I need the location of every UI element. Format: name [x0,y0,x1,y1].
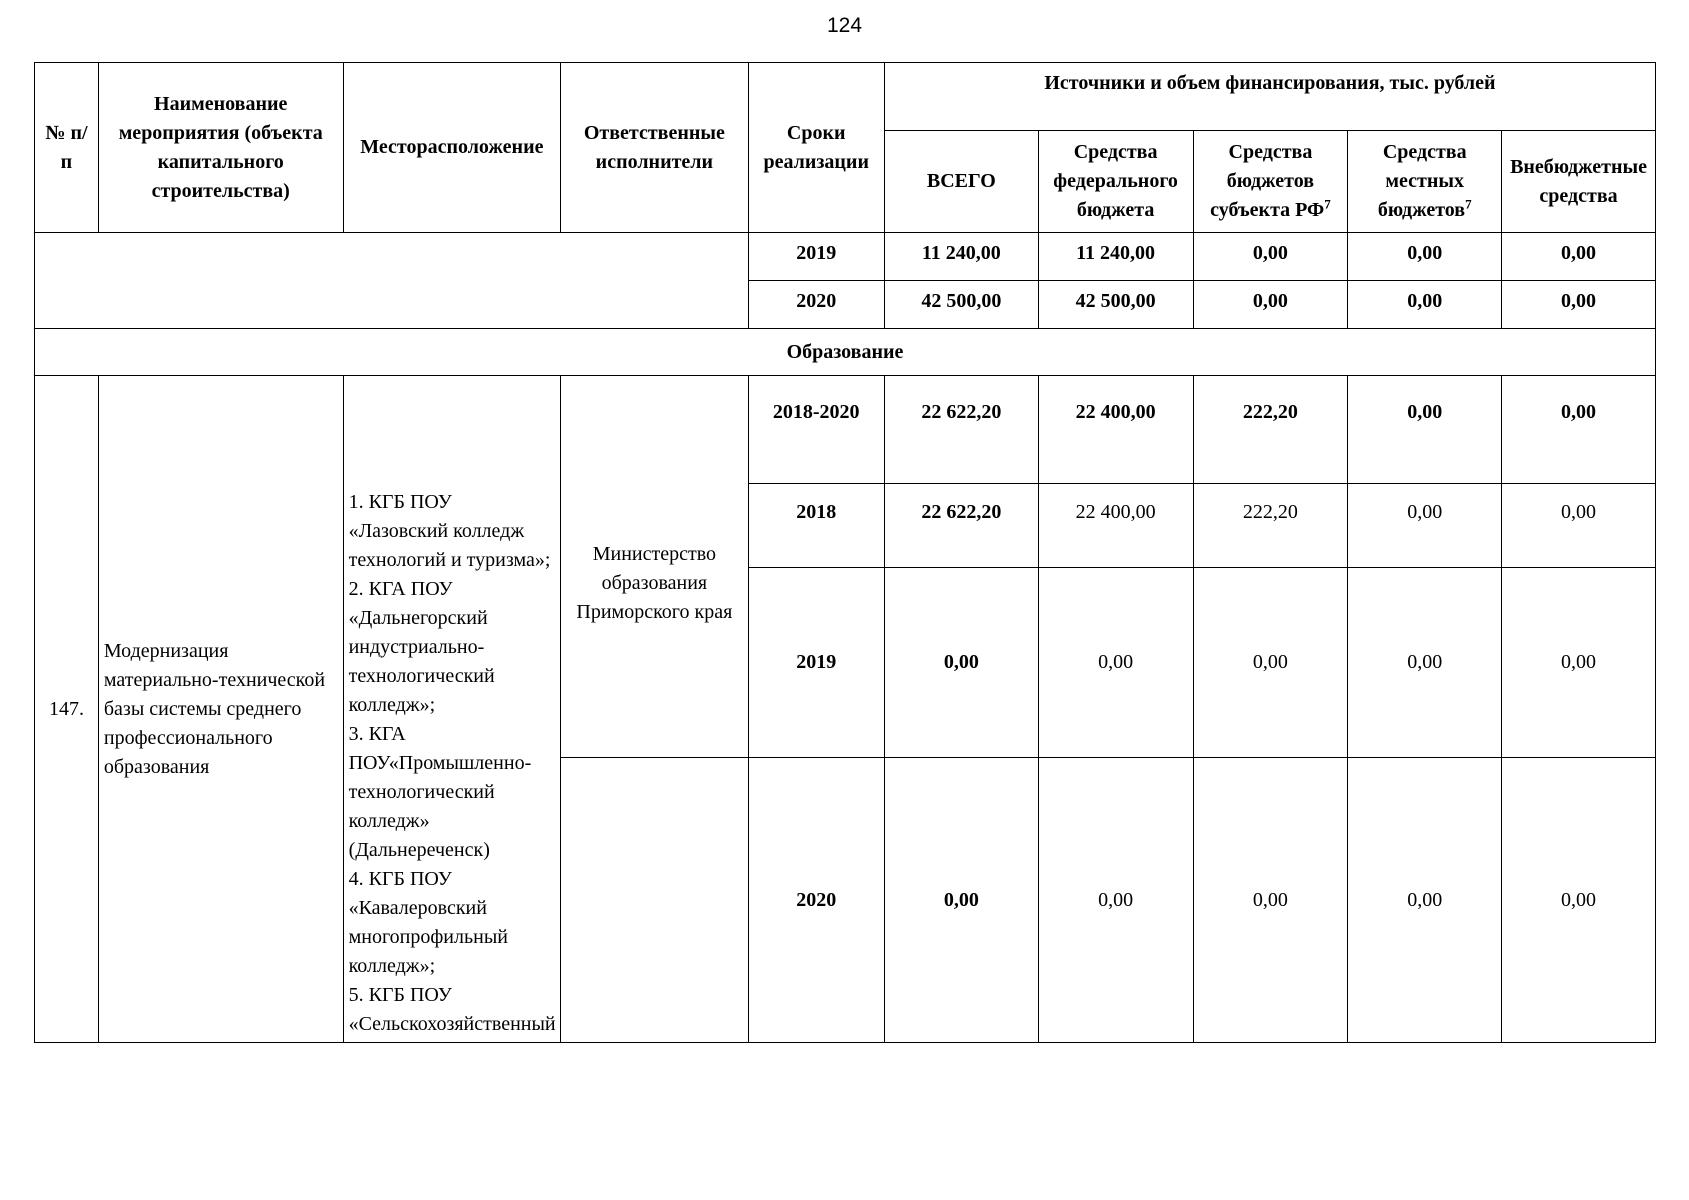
federal-cell: 22 400,00 [1038,376,1193,484]
extra-cell: 0,00 [1502,568,1656,758]
federal-cell: 42 500,00 [1038,281,1193,329]
local-cell: 0,00 [1348,281,1502,329]
subject-cell: 222,20 [1193,484,1348,568]
header-local [1348,131,1502,233]
federal-cell: 11 240,00 [1038,233,1193,281]
header-extra: Внебюджетные средства [1502,131,1656,233]
section-title: Образование [35,329,1656,376]
header-num: № п/п [35,63,99,233]
empty-responsible-cell [561,758,748,1043]
local-cell: 0,00 [1348,568,1502,758]
empty-cell [35,233,749,329]
year-cell: 2020 [748,281,884,329]
item-responsible: Министерство образования Приморского края [561,376,748,758]
extra-cell: 0,00 [1502,376,1656,484]
header-total: ВСЕГО [884,131,1038,233]
item-name: Модернизация материально-технической базы системы среднего профессионального образования [98,376,343,1043]
local-cell: 0,00 [1348,484,1502,568]
item-number: 147. [35,376,99,1043]
total-cell: 22 622,20 [884,376,1038,484]
footnote-mark: 7 [1465,196,1472,212]
header-local-text: Средства местных бюджетов [1377,141,1467,221]
federal-cell: 0,00 [1038,568,1193,758]
federal-cell: 22 400,00 [1038,484,1193,568]
header-federal: Средства федерального бюджета [1038,131,1193,233]
item-location: 1. КГБ ПОУ «Лазовский колледж технологий и туризма»; 2. КГА ПОУ «Дальнегорский индустриально-технологический колледж»; 3. КГА ПОУ«Промышленно-технологический колледж» (Дальнереченск) 4. КГБ ПОУ «Кавалеровский многопрофильный колледж»; 5. КГБ ПОУ «Сельскохозяйственный [343,376,561,1043]
extra-cell: 0,00 [1502,233,1656,281]
table-row [35,233,1656,281]
subject-cell: 0,00 [1193,281,1348,329]
financing-table [34,62,1656,1043]
extra-cell: 0,00 [1502,484,1656,568]
total-cell: 11 240,00 [884,233,1038,281]
year-cell: 2018-2020 [748,376,884,484]
total-cell: 22 622,20 [884,484,1038,568]
subject-cell: 0,00 [1193,758,1348,1043]
header-subject-text: Средства бюджетов субъекта РФ [1210,141,1325,221]
total-cell: 42 500,00 [884,281,1038,329]
page-number: 124 [826,14,863,37]
header-location: Месторасположение [343,63,561,233]
year-cell: 2019 [748,568,884,758]
extra-cell: 0,00 [1502,758,1656,1043]
extra-cell: 0,00 [1502,281,1656,329]
header-responsible: Ответственные исполнители [561,63,748,233]
header-name: Наименование мероприятия (объекта капитального строительства) [98,63,343,233]
local-cell: 0,00 [1348,758,1502,1043]
header-row-1 [35,63,1656,131]
header-subject [1193,131,1348,233]
subject-cell: 222,20 [1193,376,1348,484]
footnote-mark: 7 [1324,196,1331,212]
total-cell: 0,00 [884,758,1038,1043]
section-row [35,329,1656,376]
table-row [35,376,1656,484]
subject-cell: 0,00 [1193,568,1348,758]
federal-cell: 0,00 [1038,758,1193,1043]
year-cell: 2018 [748,484,884,568]
local-cell: 0,00 [1348,376,1502,484]
subject-cell: 0,00 [1193,233,1348,281]
total-cell: 0,00 [884,568,1038,758]
year-cell: 2019 [748,233,884,281]
header-sources: Источники и объем финансирования, тыс. рублей [884,63,1655,131]
year-cell: 2020 [748,758,884,1043]
local-cell: 0,00 [1348,233,1502,281]
header-terms: Сроки реализации [748,63,884,233]
